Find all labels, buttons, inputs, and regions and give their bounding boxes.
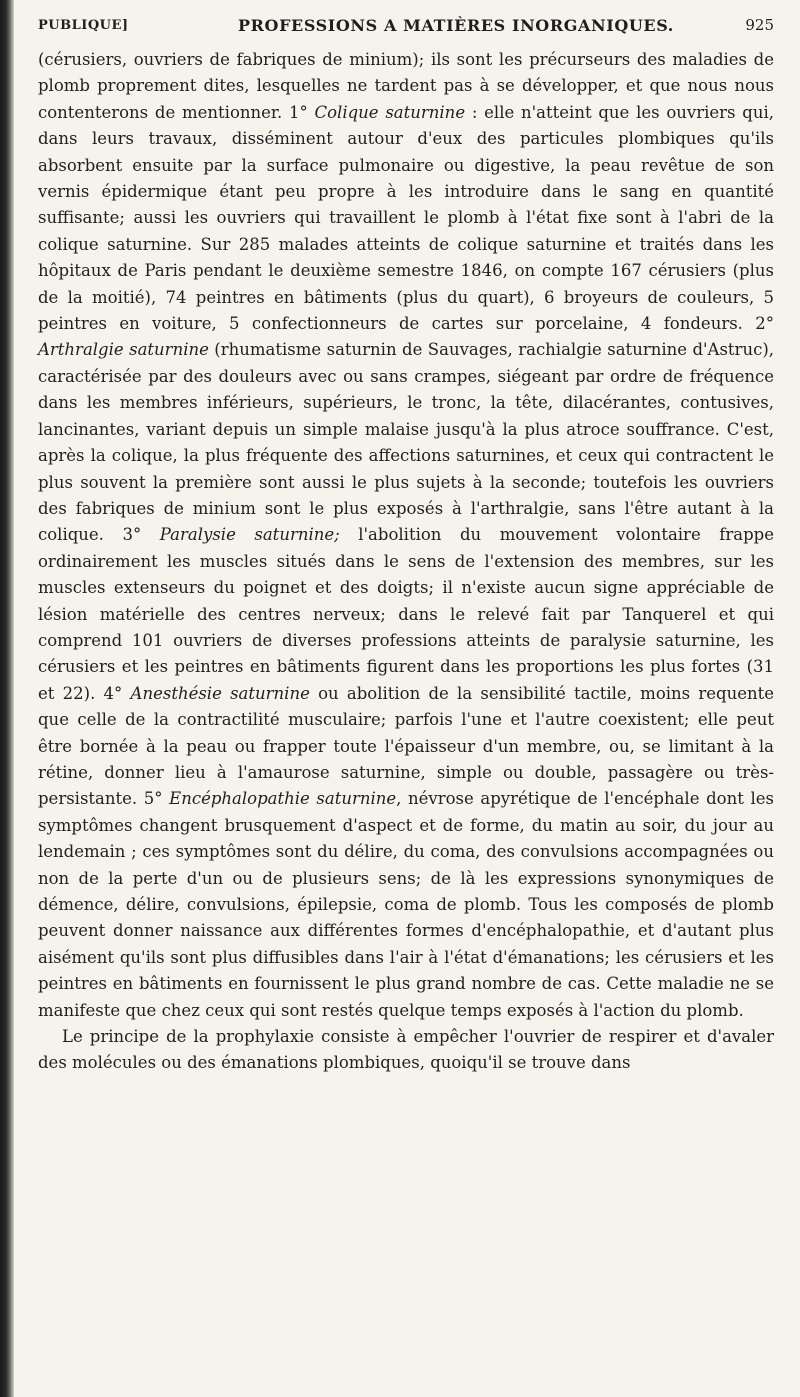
paragraph-diseases xyxy=(38,47,774,1024)
text-run: (rhumatisme saturnin de Sauvages, rachialgie saturnine d'Astruc), caractérisée par des douleurs avec ou sans crampes, siégeant par ordre de fréquence dans les membres inférieurs, supérieurs, le tronc, la tête, dilacérantes, contusives, lancinantes, variant depuis un simple malaise jusqu'à la plus atroce souffrance. C'est, après la colique, la plus fréquente des affections saturnines, et ceux qui contractent le plus souvent la première sont aussi le plus sujets à la seconde; toutefois les ouvriers des fabriques de minium sont le plus exposés à l'arthralgie, sans l'être autant à la colique. 3° xyxy=(38,340,774,545)
text-run: , névrose apyrétique de l'encéphale dont les symptômes changent brusquement d'aspect et de forme, du matin au soir, du jour au lendemain ; ces symptômes sont du délire, du coma, des convulsions accompagnées ou non de la perte d'un ou de plusieurs sens; de là les expressions synonymiques de démence, délire, convulsions, épilepsie, coma de plomb. Tous les composés de plomb peuvent donner naissance aux différentes formes d'encéphalopathie, et d'autant plus aisément qu'ils sont plus diffusibles dans l'air à l'état d'émanations; les cérusiers et les peintres en bâtiments en fournissent le plus grand nombre de cas. Cette maladie ne se manifeste que chez ceux qui sont restés quelque temps exposés à l'action du plomb. xyxy=(38,789,774,1020)
disease-term: Encéphalopathie saturnine xyxy=(169,789,397,809)
text-run: ou abolition de la sensibilité tactile, moins requente que celle de la contractilité musculaire; parfois l'une et l'autre coexistent; elle peut être bornée à la peau ou frapper toute l'épaisseur d'un membre, ou, se limitant à la rétine, donner lieu à l'amaurose saturnine, simple ou double, passagère ou très-persistante. 5° xyxy=(38,683,774,809)
binding-edge xyxy=(0,0,14,1397)
text-run: l'abolition du mouvement volontaire frappe ordinairement les muscles situés dans le sens de l'extension des membres, sur les muscles extenseurs du poignet et des doigts; il n'existe aucun signe appréciable de lésion matérielle des centres nerveux; dans le relevé fait par Tanquerel et qui comprend 101 ouvriers de diverses professions atteints de paralysie saturnine, les cérusiers et les peintres en bâtiments figurent dans les proportions les plus fortes (31 et 22). 4° xyxy=(38,525,774,703)
text-run: : elle n'atteint que les ouvriers qui, dans leurs travaux, disséminent autour d'eux des particules plombiques qu'ils absorbent ensuite par la surface pulmonaire ou digestive, la peau revêtue de son vernis épidermique étant peu propre à les introduire dans le sang en quantité suffisante; aussi les ouvriers qui travaillent le plomb à l'état fixe sont à l'abri de la colique saturnine. Sur 285 malades atteints de colique saturnine et traités dans les hôpitaux de Paris pendant le deuxième semestre 1846, on compte 167 cérusiers (plus de la moitié), 74 peintres en bâtiments (plus du quart), 6 broyeurs de couleurs, 5 peintres en voiture, 5 confectionneurs de cartes sur porcelaine, 4 fondeurs. 2° xyxy=(38,102,774,334)
running-head-section: PUBLIQUE] xyxy=(38,18,129,33)
running-head-title: PROFESSIONS A MATIÈRES INORGANIQUES. xyxy=(238,16,674,35)
disease-term: Paralysie saturnine; xyxy=(159,525,340,545)
disease-term: Colique saturnine xyxy=(314,102,466,122)
disease-term: Anesthésie saturnine xyxy=(130,683,310,703)
text-run: (cérusiers, ouvriers de fabriques de minium); ils sont les précurseurs des maladies de plomb proprement dites, lesquelles ne tardent pas à se développer, et que nous nous contenterons de mentionner. 1° xyxy=(38,50,774,122)
running-head xyxy=(38,14,774,38)
page-number: 925 xyxy=(745,16,774,34)
body-text xyxy=(38,47,774,1077)
disease-term: Arthralgie saturnine xyxy=(38,340,209,360)
paragraph-prophylaxis: Le principe de la prophylaxie consiste à empêcher l'ouvrier de respirer et d'avaler des molécules ou des émanations plombiques, quoiqu'il se trouve dans xyxy=(38,1027,774,1073)
